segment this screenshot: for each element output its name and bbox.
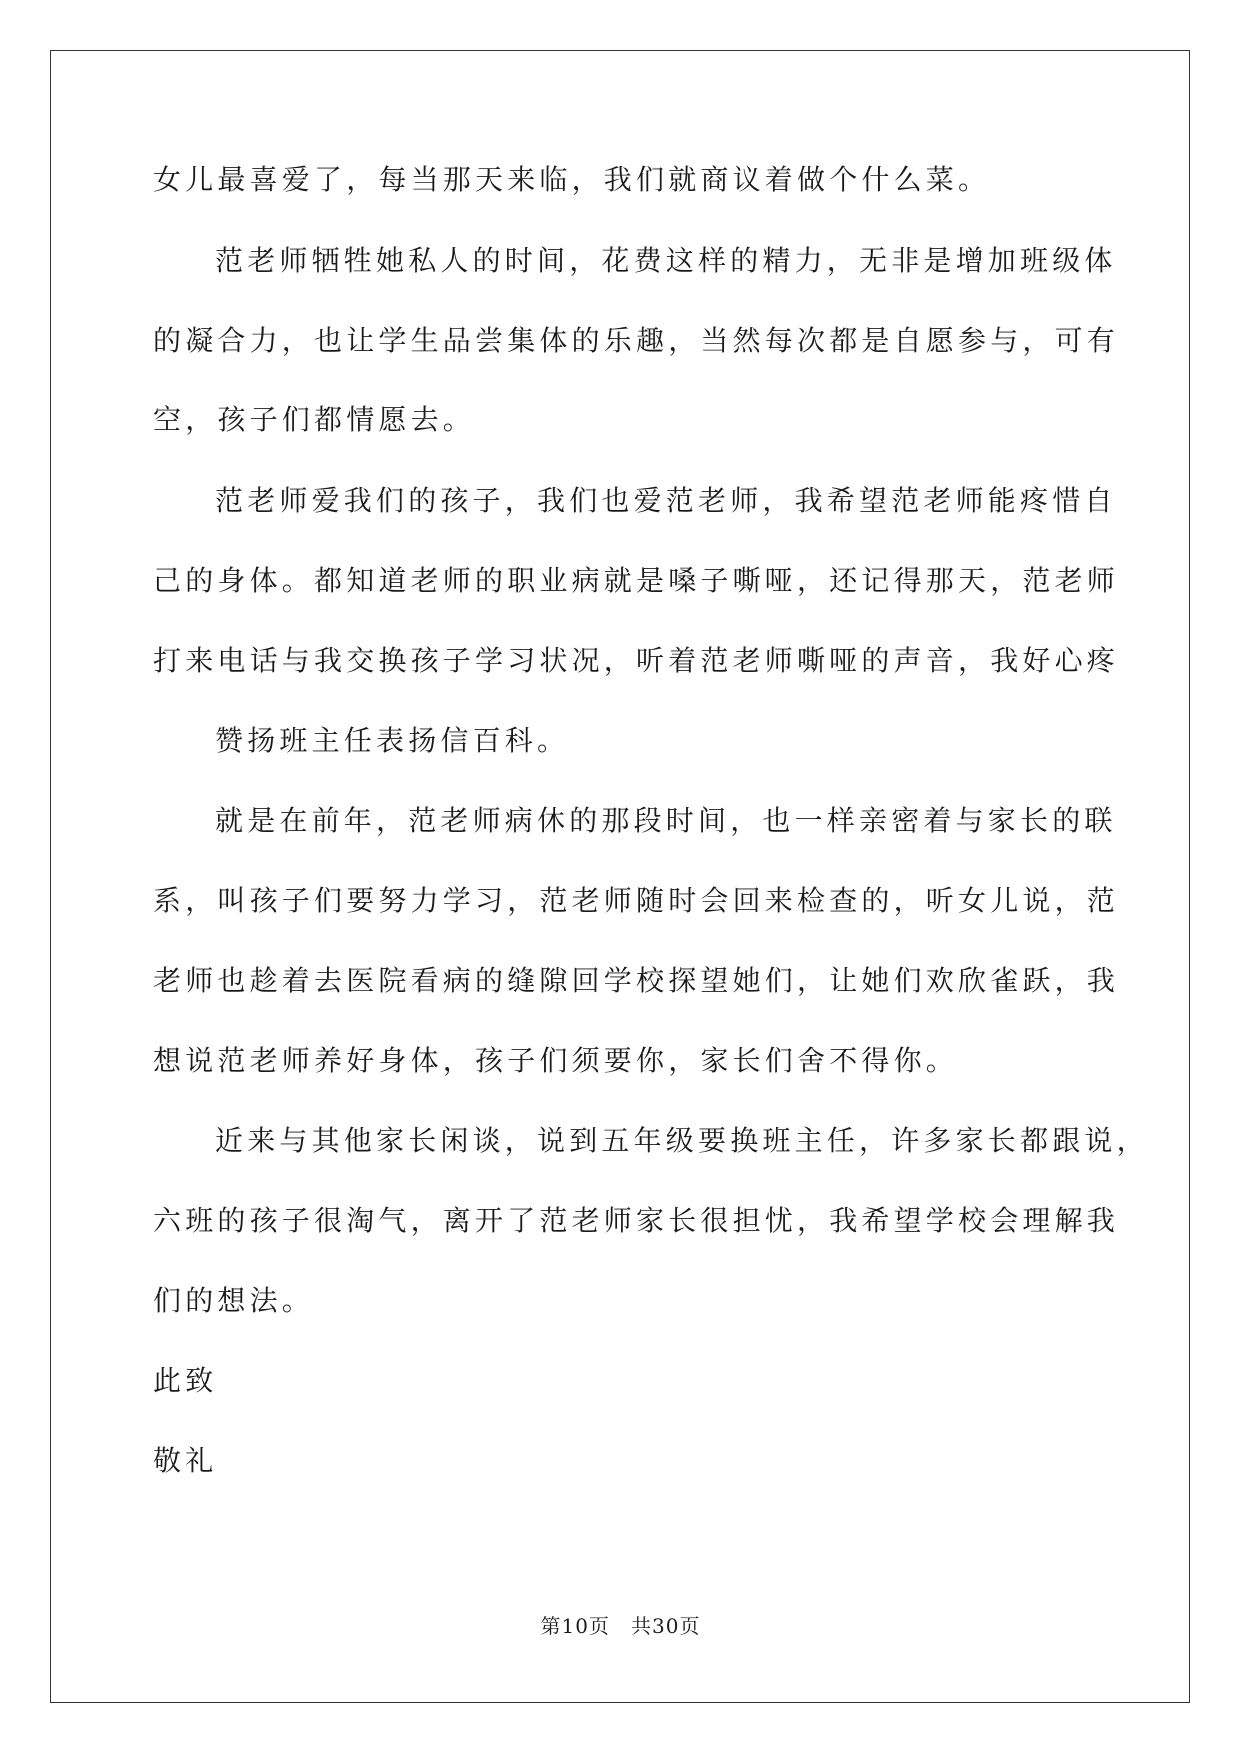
text-line: 老师也趁着去医院看病的缝隙回学校探望她们，让她们欢欣雀跃，我 <box>153 964 1120 997</box>
text-line: 们的想法。 <box>153 1284 315 1317</box>
closing-line: 此致 <box>153 1364 218 1397</box>
text-line: 范老师爱我们的孩子，我们也爱范老师，我希望范老师能疼惜自 <box>215 484 1117 517</box>
text-line: 打来电话与我交换孩子学习状况，听着范老师嘶哑的声音，我好心疼 <box>153 644 1120 677</box>
page-number-footer: 第10页 共30页 <box>540 1614 701 1638</box>
text-line: 空，孩子们都情愿去。 <box>153 403 476 436</box>
closing-line: 敬礼 <box>153 1444 218 1477</box>
text-line: 赞扬班主任表扬信百科。 <box>215 724 570 757</box>
text-line: 系，叫孩子们要努力学习，范老师随时会回来检查的，听女儿说，范 <box>153 884 1120 917</box>
text-line: 的凝合力，也让学生品尝集体的乐趣，当然每次都是自愿参与，可有 <box>153 324 1120 357</box>
text-line: 六班的孩子很淘气，离开了范老师家长很担忧，我希望学校会理解我 <box>153 1204 1120 1237</box>
text-line: 己的身体。都知道老师的职业病就是嗓子嘶哑，还记得那天，范老师 <box>153 564 1120 597</box>
text-line: 范老师牺牲她私人的时间，花费这样的精力，无非是增加班级体 <box>215 244 1117 277</box>
text-line: 女儿最喜爱了，每当那天来临，我们就商议着做个什么菜。 <box>153 163 991 196</box>
text-line: 就是在前年，范老师病休的那段时间，也一样亲密着与家长的联 <box>215 804 1117 837</box>
text-line: 想说范老师养好身体，孩子们须要你，家长们舍不得你。 <box>153 1044 959 1077</box>
text-line: 近来与其他家长闲谈，说到五年级要换班主任，许多家长都跟说， <box>215 1124 1149 1157</box>
page-border <box>50 50 1190 1703</box>
